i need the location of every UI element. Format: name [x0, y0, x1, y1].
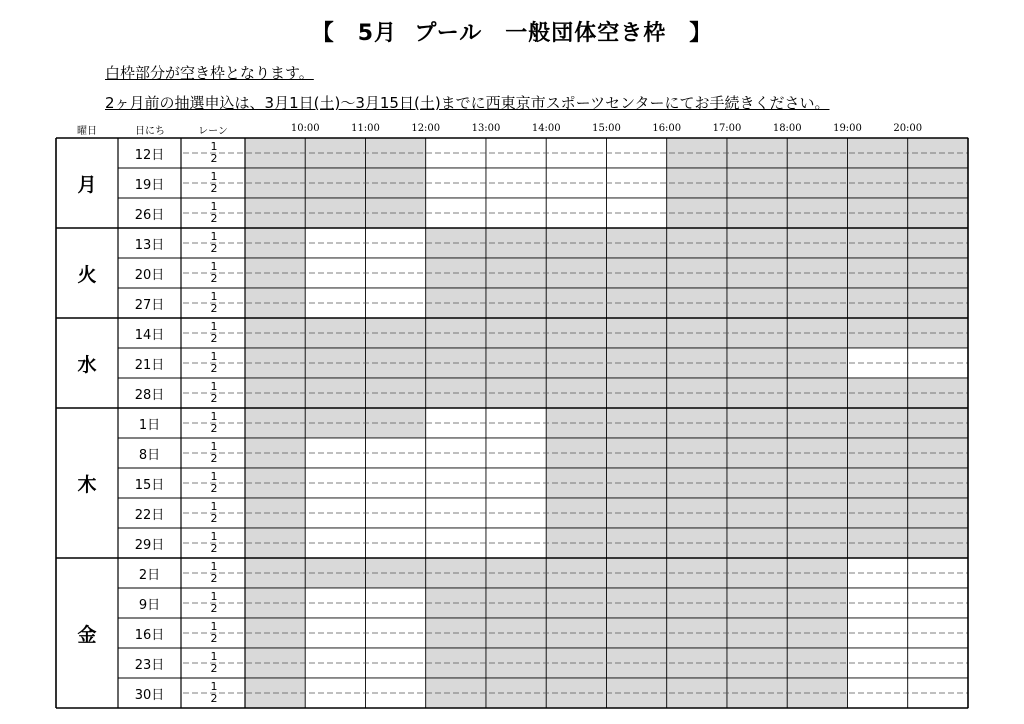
date-label: 27日	[134, 297, 165, 313]
weekday-label: 木	[77, 473, 97, 496]
time-label: 13:00	[471, 123, 501, 134]
lane-label: 2	[210, 572, 218, 585]
lane-header: レーン	[198, 126, 228, 137]
lane-label: 1	[210, 440, 218, 453]
date-label: 15日	[134, 477, 165, 493]
date-label: 20日	[134, 267, 165, 283]
date-label: 8日	[138, 447, 161, 463]
lane-label: 2	[210, 692, 218, 705]
lane-label: 1	[210, 650, 218, 663]
lane-label: 2	[210, 302, 218, 315]
lane-label: 1	[210, 320, 218, 333]
time-label: 19:00	[833, 123, 862, 134]
date-label: 29日	[134, 537, 165, 553]
lane-label: 2	[210, 212, 218, 225]
lane-label: 2	[210, 482, 218, 495]
weekday-label: 金	[77, 623, 97, 646]
date-label: 2日	[138, 567, 161, 583]
time-label: 14:00	[531, 123, 561, 134]
lane-label: 2	[210, 332, 218, 345]
lane-label: 2	[210, 242, 218, 255]
lane-label: 1	[210, 530, 218, 543]
lane-label: 1	[210, 260, 218, 273]
lane-label: 1	[210, 470, 218, 483]
lane-label: 1	[210, 680, 218, 693]
time-label: 10:00	[290, 123, 320, 134]
date-label: 13日	[134, 237, 165, 253]
lane-label: 2	[210, 542, 218, 555]
date-header: 日にち	[135, 126, 165, 137]
weekday-label: 水	[77, 353, 97, 376]
lane-label: 1	[210, 290, 218, 303]
lane-label: 2	[210, 452, 218, 465]
lane-label: 1	[210, 620, 218, 633]
time-label: 15:00	[592, 123, 621, 134]
date-label: 21日	[134, 357, 165, 373]
date-label: 16日	[134, 627, 165, 643]
weekday-label: 月	[77, 173, 97, 196]
date-label: 28日	[134, 387, 165, 403]
lane-label: 2	[210, 362, 218, 375]
weekday-label: 火	[77, 263, 97, 286]
date-label: 1日	[138, 417, 161, 433]
application-note: 2ヶ月前の抽選申込は、3月1日(土)～3月15日(土)までに西東京市スポーツセンターにてお手続きください。	[105, 94, 830, 112]
date-label: 9日	[138, 597, 161, 613]
lane-label: 2	[210, 182, 218, 195]
lane-label: 1	[210, 500, 218, 513]
date-label: 22日	[134, 507, 165, 523]
lane-label: 2	[210, 602, 218, 615]
time-label: 18:00	[772, 123, 802, 134]
lane-label: 2	[210, 632, 218, 645]
time-label: 17:00	[712, 123, 742, 134]
date-label: 23日	[134, 657, 165, 673]
lane-label: 2	[210, 662, 218, 675]
date-label: 19日	[134, 177, 165, 193]
date-label: 12日	[134, 147, 165, 163]
lane-label: 1	[210, 200, 218, 213]
lane-label: 2	[210, 152, 218, 165]
weekday-header: 曜日	[77, 126, 97, 137]
lane-label: 2	[210, 272, 218, 285]
lane-label: 1	[210, 230, 218, 243]
lane-label: 1	[210, 590, 218, 603]
lane-label: 2	[210, 392, 218, 405]
legend-note: 白枠部分が空き枠となります。	[105, 64, 314, 82]
time-label: 12:00	[411, 123, 441, 134]
time-label: 11:00	[351, 123, 380, 134]
time-label: 16:00	[652, 123, 682, 134]
lane-label: 2	[210, 422, 218, 435]
lane-label: 2	[210, 512, 218, 525]
lane-label: 1	[210, 560, 218, 573]
lane-label: 1	[210, 410, 218, 423]
date-label: 26日	[134, 207, 165, 223]
date-label: 14日	[134, 327, 165, 343]
lane-label: 1	[210, 380, 218, 393]
date-label: 30日	[134, 687, 165, 703]
lane-label: 1	[210, 170, 218, 183]
lane-label: 1	[210, 350, 218, 363]
page-title: 【 5月 プール 一般団体空き枠 】	[311, 21, 713, 46]
lane-label: 1	[210, 140, 218, 153]
time-label: 20:00	[893, 123, 923, 134]
